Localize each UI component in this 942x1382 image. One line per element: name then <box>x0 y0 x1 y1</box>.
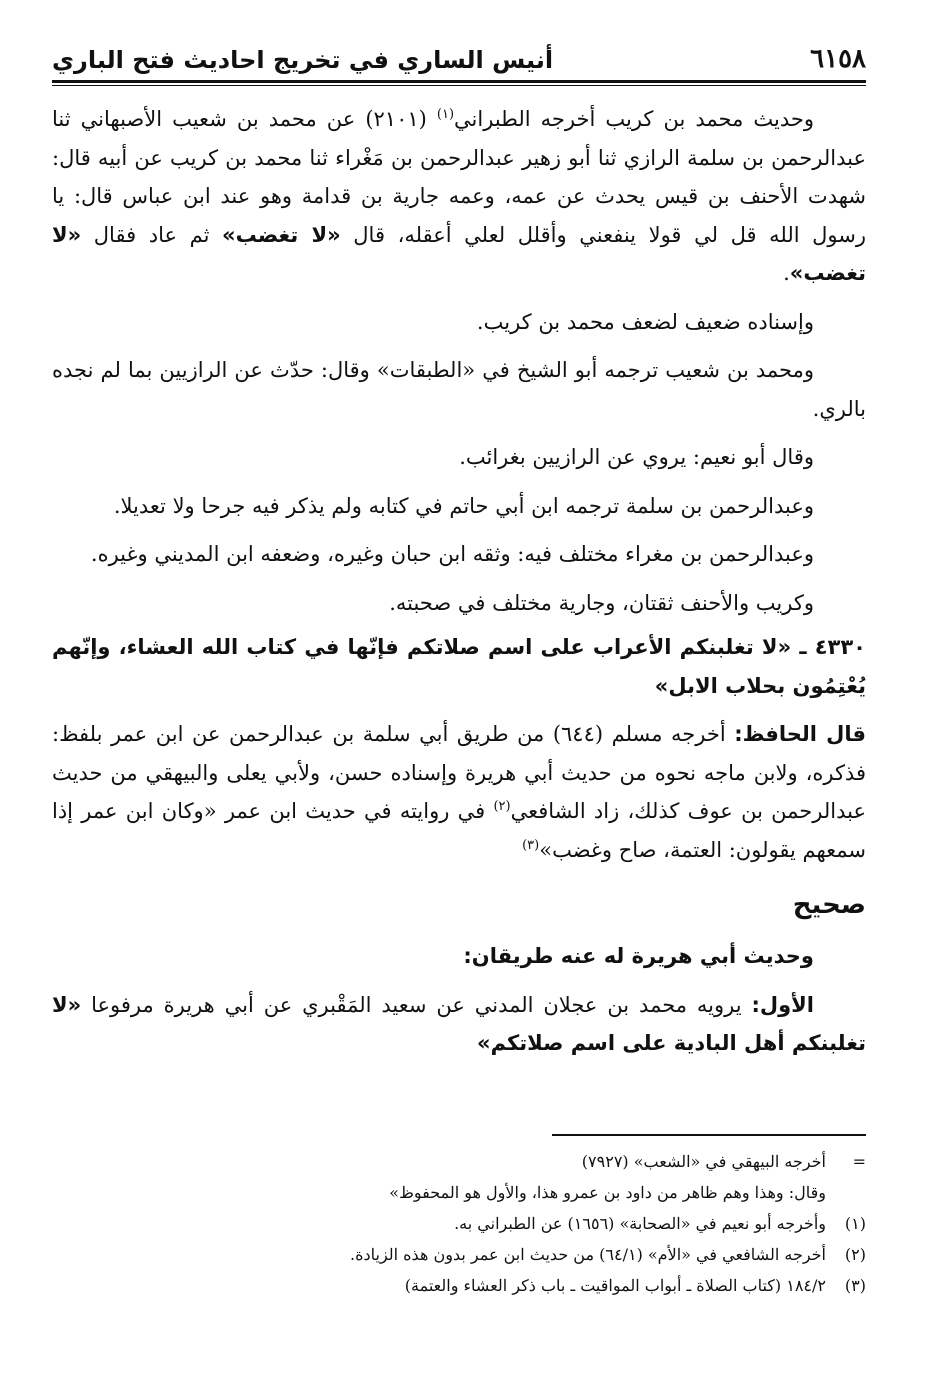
header-rule <box>52 80 866 86</box>
first-route-paragraph <box>52 986 866 1063</box>
hadith-quote: «لا تغضب» <box>52 222 866 285</box>
paragraph-text: ثم عاد فقال <box>81 222 223 247</box>
footnotes <box>52 1146 866 1301</box>
footnote-ref[interactable]: (٢) <box>493 799 511 814</box>
paragraph-text: وحديث محمد بن كريب أخرجه الطبراني <box>454 107 814 131</box>
footnote-text: أخرجه الشافعي في «الأم» (٦٤/١) من حديث ابن عمر بدون هذه الزيادة. <box>350 1245 826 1264</box>
footnote-mark: (١) <box>844 1214 866 1233</box>
footnote <box>52 1208 866 1239</box>
book-title: أنيس الساري في تخريج احاديث فتح الباري <box>52 46 554 74</box>
paragraph-text: يرويه محمد بن عجلان المدني عن سعيد المَقْبري عن أبي هريرة مرفوعا <box>81 992 752 1017</box>
paragraph: وإسناده ضعيف لضعف محمد بن كريب. <box>476 309 814 334</box>
section-intro: وحديث أبي هريرة له عنه طريقان: <box>463 944 814 968</box>
footnote-ref[interactable]: (٣) <box>522 837 540 853</box>
paragraph-text: أخرجه مسلم (٦٤٤) من طريق أبي سلمة بن عبدالرحمن عن ابن عمر بلفظ: فذكره، ولابن ماجه نحوه من حديث أبي هريرة وإسناده حسن، ولأبي يعلى والبيهقي من حديث عبدالرحمن بن عوف كذلك، زاد الشافعي <box>52 722 867 823</box>
paragraph: وقال أبو نعيم: يروي عن الرازيين بغرائب. <box>459 445 814 469</box>
footnote-text: وأخرجه أبو نعيم في «الصحابة» (١٦٥٦) عن الطبراني به. <box>454 1214 826 1233</box>
footnote-mark: = <box>852 1152 866 1171</box>
page-number: ٦١٥٨ <box>810 44 866 74</box>
paragraph: وعبدالرحمن بن مغراء مختلف فيه: وثقه ابن حبان وغيره، وضعفه ابن المديني وغيره. <box>90 542 814 566</box>
hadith-quote: «لا تغلبنكم أهل البادية على اسم صلاتكم» <box>52 992 866 1055</box>
footnote-mark <box>826 1177 866 1208</box>
footnote-mark: (٣) <box>844 1276 866 1295</box>
footnote-text: وقال: وهذا وهم ظاهر من داود بن عمرو هذا، والأول هو المحفوظ» <box>389 1183 826 1202</box>
footnote <box>52 1270 866 1301</box>
footnote-ref[interactable]: (١) <box>436 107 455 122</box>
hafiz-paragraph <box>52 715 866 869</box>
hadith-quote: «لا تغضب» <box>222 222 341 247</box>
paragraph: ومحمد بن شعيب ترجمه أبو الشيخ في «الطبقات» وقال: حدّث عن الرازيين بما لم نجده بالري. <box>52 358 866 421</box>
first-label: الأول: <box>751 992 814 1017</box>
hadith-heading: ٤٣٣٠ ـ «لا تغلبنكم الأعراب على اسم صلاتكم فإنّها في كتاب الله العشاء، وإنّهم يُعْتِمُون بحلاب الابل» <box>52 635 866 698</box>
grading-label: صحيح <box>792 890 866 920</box>
paragraph-text: . <box>783 261 790 285</box>
paragraph <box>52 100 866 293</box>
footnote-mark: (٢) <box>844 1245 866 1264</box>
footnote <box>52 1177 866 1208</box>
footnote <box>52 1146 866 1177</box>
paragraph-text: في روايته في حديث ابن عمر «وكان ابن عمر إذا سمعهم يقولون: العتمة، صاح وغضب» <box>52 799 866 862</box>
running-header <box>52 40 866 80</box>
main-text <box>52 100 866 1063</box>
paragraph: وكريب والأحنف ثقتان، وجارية مختلف في صحبته. <box>389 590 814 615</box>
footnote-text: أخرجه البيهقي في «الشعب» (٧٩٢٧) <box>581 1152 826 1171</box>
hafiz-label: قال الحافظ: <box>734 722 866 746</box>
footnote <box>52 1239 866 1270</box>
footnote-rule <box>552 1134 866 1136</box>
paragraph: وعبدالرحمن بن سلمة ترجمه ابن أبي حاتم في كتابه ولم يذكر فيه جرحا ولا تعديلا. <box>113 493 814 518</box>
paragraph-text: (٢١٠١) عن محمد بن شعيب الأصبهاني ثنا عبدالرحمن بن سلمة الرازي ثنا أبو زهير عبدالرحمن بن مَغْراء ثنا محمد بن كريب عن أبيه قال: شهدت الأحنف بن قيس يحدث عن عمه، وعمه جارية بن قدامة وهو عند ابن عباس قال: يا رسول الله قل لي قولا ينفعني وأقلل لعلي أعقله، قال <box>52 107 866 247</box>
footnote-text: ١٨٤/٢ (كتاب الصلاة ـ أبواب المواقيت ـ باب ذكر العشاء والعتمة) <box>404 1276 826 1295</box>
